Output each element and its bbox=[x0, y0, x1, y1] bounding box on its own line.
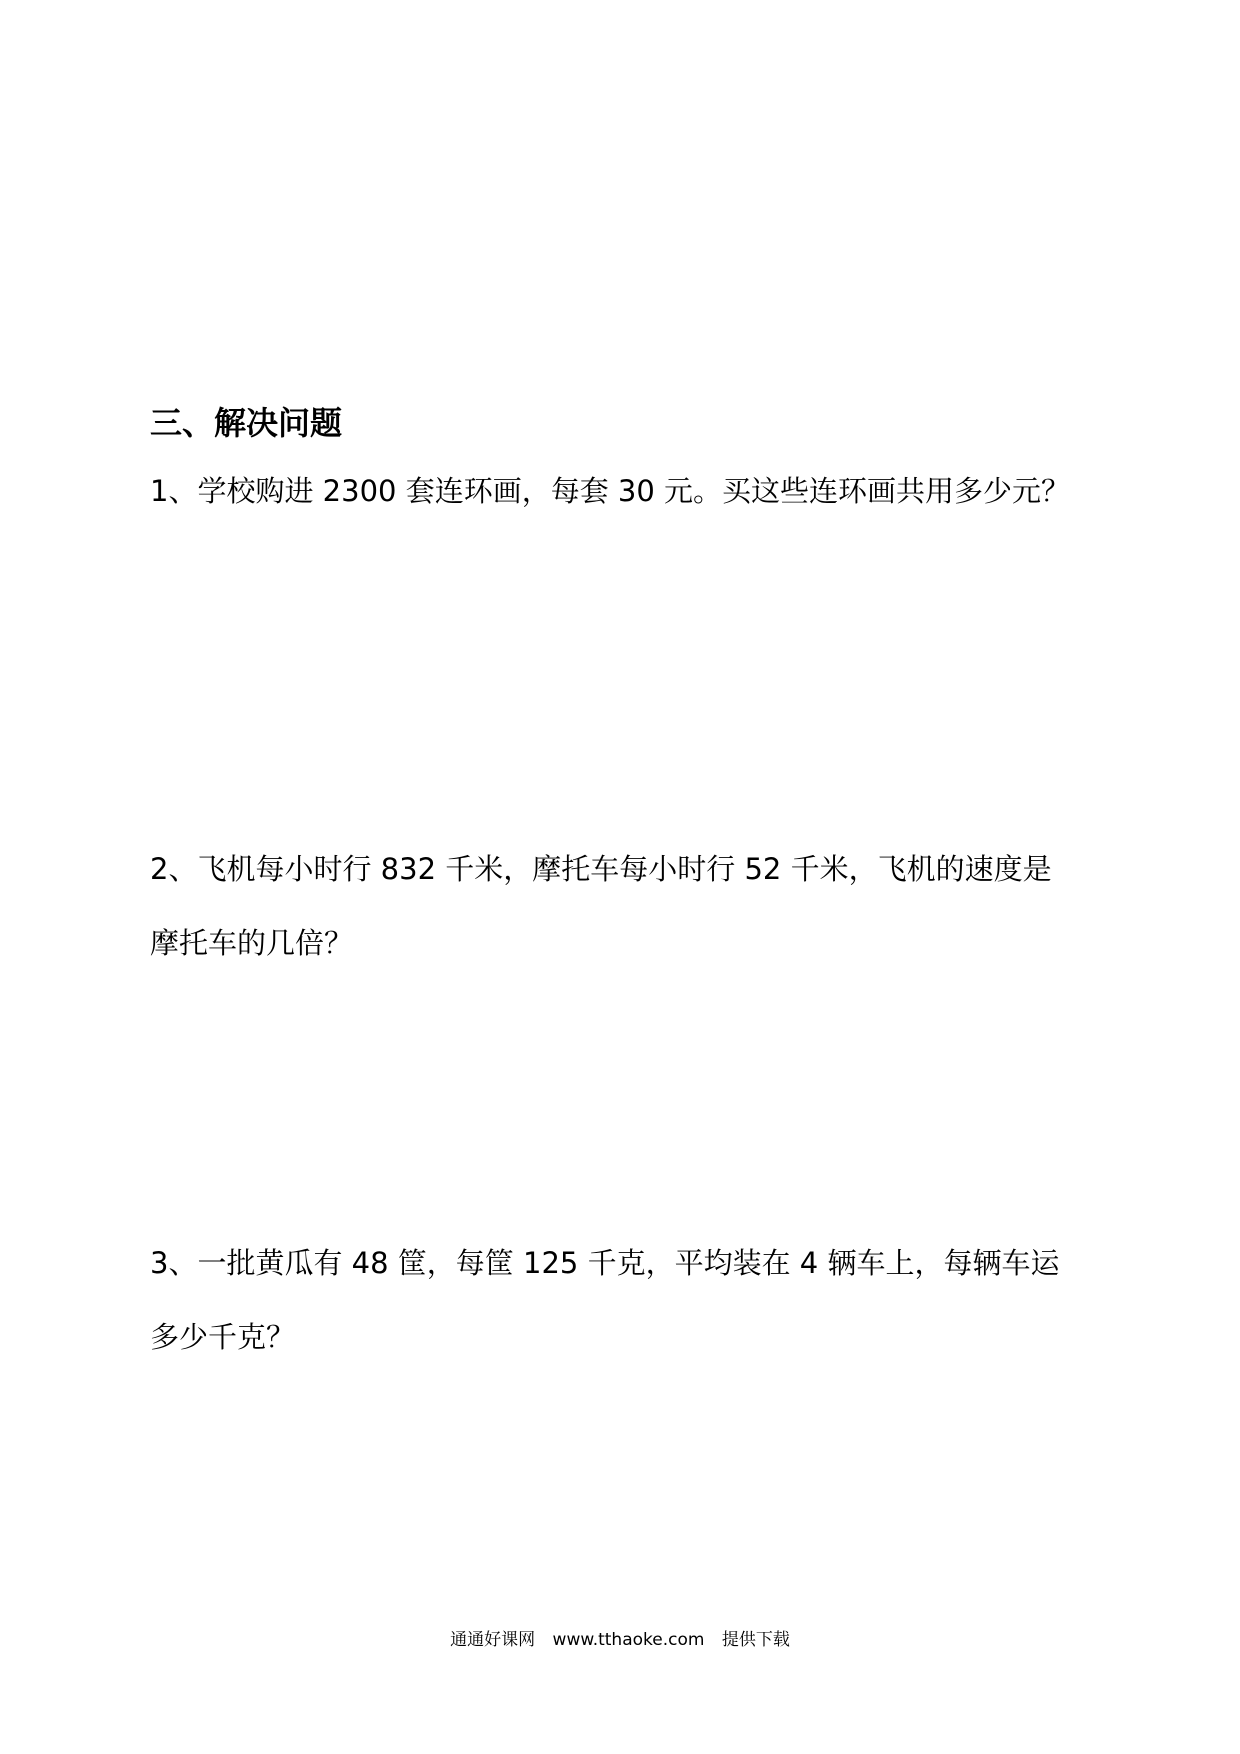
question-3 bbox=[150, 1226, 1060, 1374]
section-title: 三、解决问题 bbox=[150, 404, 343, 442]
page-footer bbox=[0, 1628, 1240, 1652]
question-3-line-2: 多少千克？ bbox=[150, 1320, 296, 1354]
question-1-line-1: 1、学校购进 2300 套连环画，每套 30 元。买这些连环画共用多少元？ bbox=[150, 474, 1071, 508]
question-2 bbox=[150, 832, 1052, 980]
footer-url: www.tthaoke.com bbox=[552, 1630, 705, 1650]
question-2-line-2: 摩托车的几倍？ bbox=[150, 926, 354, 960]
footer-site-name: 通通好课网 bbox=[450, 1630, 536, 1650]
question-3-line-1: 3、一批黄瓜有 48 筐，每筐 125 千克，平均装在 4 辆车上，每辆车运 bbox=[150, 1246, 1060, 1280]
question-1 bbox=[150, 454, 1071, 528]
footer-note: 提供下载 bbox=[721, 1630, 790, 1650]
question-2-line-1: 2、飞机每小时行 832 千米，摩托车每小时行 52 千米，飞机的速度是 bbox=[150, 852, 1052, 886]
